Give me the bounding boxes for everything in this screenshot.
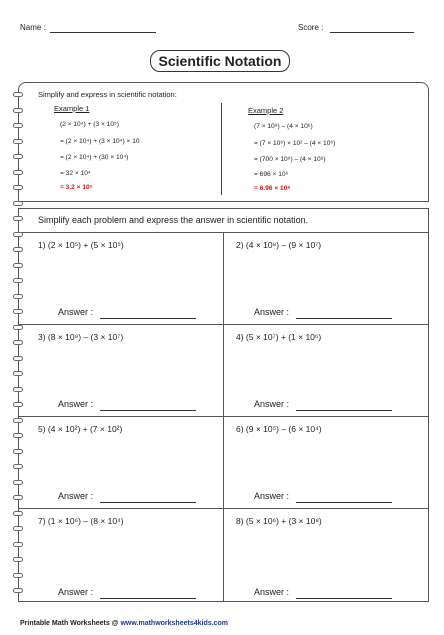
answer-label: Answer :	[254, 307, 290, 317]
binder-ring-icon	[13, 511, 23, 516]
example2-line: = (700 × 10⁶) – (4 × 10⁶)	[254, 156, 326, 163]
score-label: Score :	[298, 23, 324, 32]
intro-text: Simplify and express in scientific notation:	[38, 90, 177, 99]
example1-line: (2 × 10⁴) + (3 × 10⁵)	[60, 121, 119, 128]
problem-2: 2) (4 × 10⁸) – (9 × 10⁷)	[236, 240, 322, 250]
binder-ring-icon	[13, 526, 23, 531]
answer-field-8[interactable]	[296, 598, 392, 599]
footer	[20, 620, 228, 627]
answer-label: Answer :	[58, 491, 94, 501]
binder-ring-icon	[13, 201, 23, 206]
example1-line: = (2 × 10⁴) + (3 × 10⁴) × 10	[60, 138, 140, 145]
page-title: Scientific Notation	[150, 50, 290, 72]
binder-ring-icon	[13, 325, 23, 330]
example-divider	[221, 103, 222, 195]
example2-answer: = 6.96 × 10⁸	[254, 185, 291, 192]
binder-ring-icon	[13, 495, 23, 500]
binder-ring-icon	[13, 154, 23, 159]
example2-line: (7 × 10⁸) – (4 × 10⁶)	[254, 123, 313, 130]
instruction-text: Simplify each problem and express the answer in scientific notation.	[38, 215, 309, 225]
problem-6: 6) (9 × 10⁵) – (6 × 10⁴)	[236, 424, 322, 434]
example1-answer: = 3.2 × 10⁵	[60, 184, 93, 191]
example2-line: = (7 × 10⁶) × 10² – (4 × 10⁶)	[254, 140, 336, 147]
binder-ring-icon	[13, 542, 23, 547]
binder-ring-icon	[13, 185, 23, 190]
binder-ring-icon	[13, 557, 23, 562]
binder-ring-icon	[13, 92, 23, 97]
binder-ring-icon	[13, 573, 23, 578]
binder-ring-icon	[13, 402, 23, 407]
example1-line: = 32 × 10⁴	[60, 170, 91, 177]
answer-label: Answer :	[254, 399, 290, 409]
footer-prefix: Printable Math Worksheets @	[20, 620, 121, 627]
binder-ring-icon	[13, 340, 23, 345]
binder-ring-icon	[13, 480, 23, 485]
answer-field-7[interactable]	[100, 598, 196, 599]
binder-ring-icon	[13, 216, 23, 221]
answer-field-6[interactable]	[296, 502, 392, 503]
grid-divider	[223, 232, 224, 602]
answer-field-4[interactable]	[296, 410, 392, 411]
answer-label: Answer :	[58, 587, 94, 597]
binder-ring-icon	[13, 278, 23, 283]
binder-ring-icon	[13, 232, 23, 237]
problem-3: 3) (8 × 10⁹) – (3 × 10⁷)	[38, 332, 124, 342]
answer-label: Answer :	[58, 399, 94, 409]
binder-ring-icon	[13, 464, 23, 469]
answer-label: Answer :	[254, 491, 290, 501]
problem-grid	[18, 232, 429, 602]
binder-ring-icon	[13, 371, 23, 376]
binder-ring-icon	[13, 588, 23, 593]
answer-field-3[interactable]	[100, 410, 196, 411]
example2-label: Example 2	[248, 106, 284, 115]
binder-ring-icon	[13, 418, 23, 423]
problem-1: 1) (2 × 10⁵) + (5 × 10⁵)	[38, 240, 124, 250]
example1-line: = (2 × 10⁴) + (30 × 10⁴)	[60, 154, 129, 161]
answer-field-5[interactable]	[100, 502, 196, 503]
binder-ring-icon	[13, 309, 23, 314]
binder-ring-icon	[13, 294, 23, 299]
name-field[interactable]	[50, 32, 156, 33]
answer-field-1[interactable]	[100, 318, 196, 319]
binder-ring-icon	[13, 139, 23, 144]
binder-ring-icon	[13, 108, 23, 113]
answer-field-2[interactable]	[296, 318, 392, 319]
score-field[interactable]	[330, 32, 414, 33]
footer-site-link[interactable]: www.mathworksheets4kids.com	[120, 620, 228, 627]
answer-label: Answer :	[254, 587, 290, 597]
example2-line: = 696 × 10⁶	[254, 171, 289, 178]
problem-5: 5) (4 × 10²) + (7 × 10²)	[38, 424, 123, 434]
binder-ring-icon	[13, 263, 23, 268]
binder-ring-icon	[13, 170, 23, 175]
problem-4: 4) (5 × 10⁷) + (1 × 10⁶)	[236, 332, 322, 342]
binder-ring-icon	[13, 123, 23, 128]
problem-7: 7) (1 × 10⁶) – (8 × 10⁴)	[38, 516, 124, 526]
answer-label: Answer :	[58, 307, 94, 317]
binder-ring-icon	[13, 247, 23, 252]
name-label: Name :	[20, 23, 46, 32]
binder-ring-icon	[13, 433, 23, 438]
binder-ring-icon	[13, 449, 23, 454]
example1-label: Example 1	[54, 104, 90, 113]
binder-ring-icon	[13, 387, 23, 392]
problem-8: 8) (5 × 10⁶) + (3 × 10⁸)	[236, 516, 322, 526]
binder-ring-icon	[13, 356, 23, 361]
